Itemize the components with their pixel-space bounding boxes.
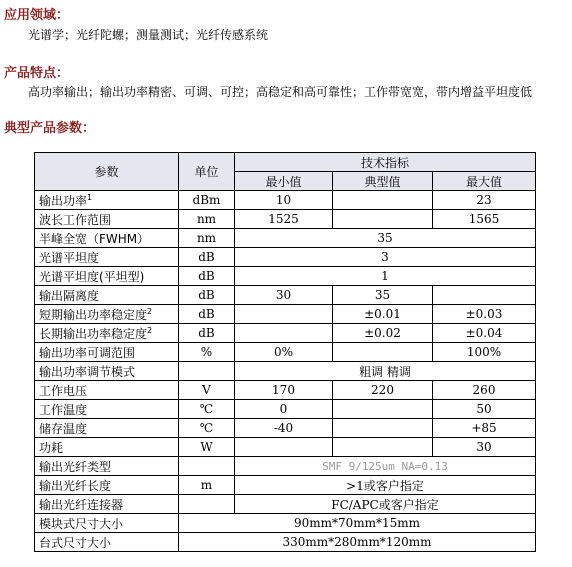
max-cell: +85: [433, 419, 536, 438]
max-cell: 30: [433, 438, 536, 457]
min-cell: 1525: [235, 210, 333, 229]
value-cell: 35: [235, 229, 536, 248]
param-name: [35, 457, 179, 476]
header-max: 最大值: [433, 172, 536, 191]
min-cell: [235, 324, 333, 343]
table-row: [35, 343, 536, 362]
table-row: [35, 457, 536, 476]
unit-cell: dB: [179, 286, 235, 305]
param-name: [35, 362, 179, 381]
header-typ: 典型值: [333, 172, 433, 191]
param-name-text: 输出光纤连接器: [39, 497, 124, 512]
table-row: [35, 229, 536, 248]
table-row: [35, 476, 536, 495]
param-name-text: 储存温度: [39, 421, 88, 436]
param-name-text: 输出功率可调范围: [39, 345, 136, 360]
max-cell: 100%: [433, 343, 536, 362]
param-name-text: 功耗: [39, 440, 64, 455]
table-row: [35, 533, 536, 552]
param-name-text: 工作温度: [39, 402, 88, 417]
typ-cell: [333, 210, 433, 229]
table-row: [35, 210, 536, 229]
footnote-marker: 2: [147, 325, 153, 335]
max-cell: 260: [433, 381, 536, 400]
footnote-marker: 1: [87, 192, 93, 202]
param-name-text: 输出功率调节模式: [39, 364, 136, 379]
param-name: [35, 533, 179, 552]
unit-cell: dB: [179, 305, 235, 324]
param-name-text: 输出隔离度: [39, 288, 100, 303]
table-row: [35, 248, 536, 267]
application-heading: 应用领域：: [4, 8, 70, 23]
param-name-text: 输出功率: [39, 193, 88, 208]
typ-cell: ±0.01: [333, 305, 433, 324]
max-cell: [433, 286, 536, 305]
table-row: [35, 191, 536, 210]
min-cell: 0%: [235, 343, 333, 362]
param-name-text: 模块式尺寸大小: [39, 516, 124, 531]
param-name: [35, 286, 179, 305]
unit-cell: dB: [179, 267, 235, 286]
min-cell: 30: [235, 286, 333, 305]
param-name: [35, 191, 179, 210]
value-cell: 330mm*280mm*120mm: [179, 533, 536, 552]
value-cell: SMF 9/125um NA=0.13: [235, 457, 536, 476]
unit-cell: W: [179, 438, 235, 457]
param-name-text: 光谱平坦度: [39, 250, 100, 265]
param-name-text: 长期输出功率稳定度: [39, 326, 148, 341]
table-row: [35, 305, 536, 324]
value-cell: 粗调 精调: [235, 362, 536, 381]
value-cell: 3: [235, 248, 536, 267]
param-name-text: 输出光纤长度: [39, 478, 112, 493]
param-name-text: 输出光纤类型: [39, 459, 112, 474]
max-cell: 1565: [433, 210, 536, 229]
parameters-heading: 典型产品参数：: [4, 121, 96, 136]
unit-cell: ℃: [179, 400, 235, 419]
unit-cell: %: [179, 343, 235, 362]
unit-cell: ℃: [179, 419, 235, 438]
typ-cell: 35: [333, 286, 433, 305]
table-row: [35, 419, 536, 438]
value-cell: 1: [235, 267, 536, 286]
typ-cell: [333, 438, 433, 457]
param-name: [35, 419, 179, 438]
unit-cell: nm: [179, 229, 235, 248]
unit-cell: [179, 362, 235, 381]
application-text: 光谱学；光纤陀螺；测量测试；光纤传感系统: [28, 28, 269, 42]
param-name-text: 工作电压: [39, 383, 88, 398]
param-name: [35, 381, 179, 400]
param-name: [35, 229, 179, 248]
param-name: [35, 514, 179, 533]
typ-cell: [333, 191, 433, 210]
param-name: [35, 495, 179, 514]
unit-cell: [179, 495, 235, 514]
table-row: [35, 438, 536, 457]
param-name-text: 光谱平坦度(平坦型): [39, 269, 145, 284]
max-cell: ±0.03: [433, 305, 536, 324]
param-name: [35, 476, 179, 495]
header-unit: 单位: [179, 153, 235, 191]
parameters-table: [34, 152, 536, 552]
table-row: [35, 400, 536, 419]
header-param: 参数: [35, 153, 179, 191]
typ-cell: ±0.02: [333, 324, 433, 343]
typ-cell: [333, 343, 433, 362]
features-text: 高功率输出；输出功率精密、可调、可控；高稳定和高可靠性；工作带宽宽，带内增益平坦度低: [28, 85, 533, 99]
unit-cell: nm: [179, 210, 235, 229]
table-row: [35, 495, 536, 514]
value-cell: FC/APC或客户指定: [235, 495, 536, 514]
param-name-text: 短期输出功率稳定度: [39, 307, 148, 322]
unit-cell: dBm: [179, 191, 235, 210]
min-cell: 0: [235, 400, 333, 419]
value-cell: 90mm*70mm*15mm: [179, 514, 536, 533]
table-row: [35, 286, 536, 305]
max-cell: ±0.04: [433, 324, 536, 343]
unit-cell: dB: [179, 248, 235, 267]
min-cell: 170: [235, 381, 333, 400]
min-cell: -40: [235, 419, 333, 438]
unit-cell: m: [179, 476, 235, 495]
unit-cell: [179, 457, 235, 476]
param-name-text: 台式尺寸大小: [39, 535, 112, 550]
features-heading: 产品特点：: [4, 66, 70, 81]
value-cell: >1或客户指定: [235, 476, 536, 495]
table-row: [35, 324, 536, 343]
param-name: [35, 324, 179, 343]
param-name: [35, 267, 179, 286]
table-row: [35, 362, 536, 381]
typ-cell: 220: [333, 381, 433, 400]
typ-cell: [333, 419, 433, 438]
table-row: [35, 381, 536, 400]
min-cell: 10: [235, 191, 333, 210]
param-name: [35, 210, 179, 229]
min-cell: [235, 305, 333, 324]
param-name: [35, 438, 179, 457]
table-row: [35, 514, 536, 533]
max-cell: 50: [433, 400, 536, 419]
param-name: [35, 248, 179, 267]
typ-cell: [333, 400, 433, 419]
unit-cell: dB: [179, 324, 235, 343]
min-cell: [235, 438, 333, 457]
footnote-marker: 2: [147, 306, 153, 316]
table-row: [35, 267, 536, 286]
param-name: [35, 343, 179, 362]
header-spec: 技术指标: [235, 153, 536, 172]
param-name: [35, 305, 179, 324]
param-name-text: 半峰全宽（FWHM）: [39, 231, 150, 246]
unit-cell: V: [179, 381, 235, 400]
header-min: 最小值: [235, 172, 333, 191]
param-name-text: 波长工作范围: [39, 212, 112, 227]
param-name: [35, 400, 179, 419]
max-cell: 23: [433, 191, 536, 210]
